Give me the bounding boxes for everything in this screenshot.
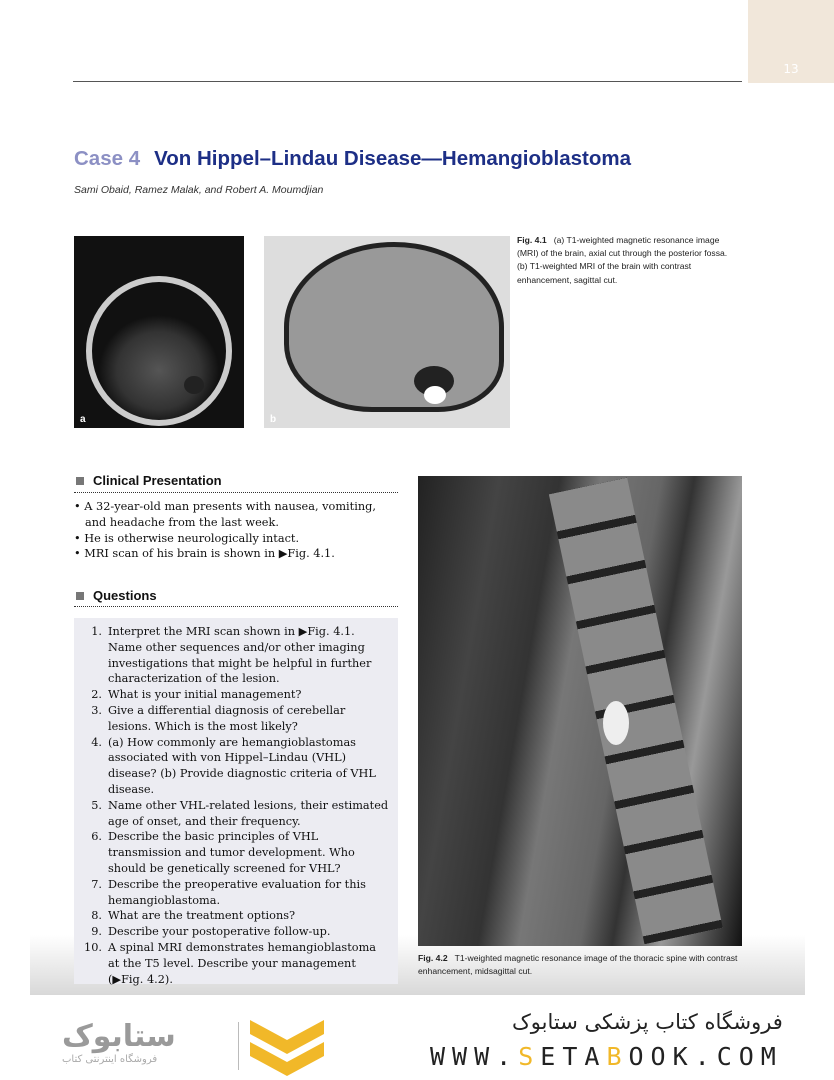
store-name: فروشگاه کتاب پزشکی ستابوک <box>512 1010 783 1034</box>
square-bullet-icon <box>76 477 84 485</box>
question-item: 10. A spinal MRI demonstrates hemangioblastoma at the T5 level. Describe your management (▶Fig. 4.2). <box>84 940 377 986</box>
page-number: 13 <box>783 62 799 76</box>
page-title <box>74 147 631 171</box>
figure-label-a: a <box>80 414 86 425</box>
setabook-logo <box>62 1020 176 1065</box>
figure-4-1b-image <box>264 236 510 428</box>
logo-text: ستابوک <box>62 1019 176 1054</box>
question-item: 9. Describe your postoperative follow-up. <box>91 925 331 939</box>
question-item: 3. Give a differential diagnosis of cerebellar lesions. Which is the most likely? <box>91 703 346 733</box>
question-item: 5. Name other VHL-related lesions, their estimated age of onset, and their frequency. <box>91 798 389 828</box>
question-item: 2. What is your initial management? <box>91 688 302 702</box>
figure-label-b: b <box>270 414 277 425</box>
question-item: 8. What are the treatment options? <box>91 909 296 923</box>
caption-label: Fig. 4.1 <box>517 235 547 245</box>
figure-4-1a-image <box>74 236 244 428</box>
store-url: WWW.SETABOOK.COM <box>430 1042 783 1071</box>
logo-subtext: فروشگاه اینترنتی کتاب <box>62 1054 158 1065</box>
questions-heading <box>76 588 157 603</box>
figure-4-1-caption <box>517 234 735 287</box>
caption-text: T1-weighted magnetic resonance image of the thoracic spine with contrast enhancement, midsagittal cut. <box>418 953 738 977</box>
bullet-item: • He is otherwise neurologically intact. <box>74 531 300 545</box>
heading-text: Clinical Presentation <box>93 473 222 488</box>
chevron-logo-icon <box>250 1020 324 1076</box>
dotted-divider <box>74 606 398 607</box>
header-rule <box>73 81 742 82</box>
logo-divider <box>238 1022 239 1070</box>
authors: Sami Obaid, Ramez Malak, and Robert A. Moumdjian <box>74 184 324 196</box>
clinical-bullets <box>74 499 398 562</box>
case-label: Case 4 <box>74 147 141 170</box>
title-text: Von Hippel–Lindau Disease—Hemangioblastoma <box>154 147 632 170</box>
caption-text: (a) T1-weighted magnetic resonance image (MRI) of the brain, axial cut through the posterior fossa. (b) T1-weighted MRI of the brain with contrast enhancement, sagittal cut. <box>517 235 728 285</box>
heading-text: Questions <box>93 588 157 603</box>
questions-list <box>78 624 390 987</box>
questions-box <box>74 618 398 984</box>
caption-label: Fig. 4.2 <box>418 953 448 963</box>
dotted-divider <box>74 492 398 493</box>
square-bullet-icon <box>76 592 84 600</box>
figure-4-2-image <box>418 476 742 946</box>
question-item: 1. Interpret the MRI scan shown in ▶Fig. 4.1. Name other sequences and/or other imaging investigations that might be helpful in further characterization of the lesion. <box>91 625 372 686</box>
bullet-item: • MRI scan of his brain is shown in ▶Fig. 4.1. <box>74 547 335 561</box>
clinical-presentation-heading <box>76 473 222 488</box>
figure-4-2-caption <box>418 952 748 978</box>
question-item: 7. Describe the preoperative evaluation for this hemangioblastoma. <box>91 877 366 907</box>
question-item: 4. (a) How commonly are hemangioblastomas associated with von Hippel–Lindau (VHL) disease? (b) Provide diagnostic criteria of VHL disease. <box>91 735 376 796</box>
question-item: 6. Describe the basic principles of VHL transmission and tumor development. Who should be genetically screened for VHL? <box>91 830 355 875</box>
bullet-item: • A 32-year-old man presents with nausea, vomiting, and headache from the last week. <box>74 500 376 529</box>
